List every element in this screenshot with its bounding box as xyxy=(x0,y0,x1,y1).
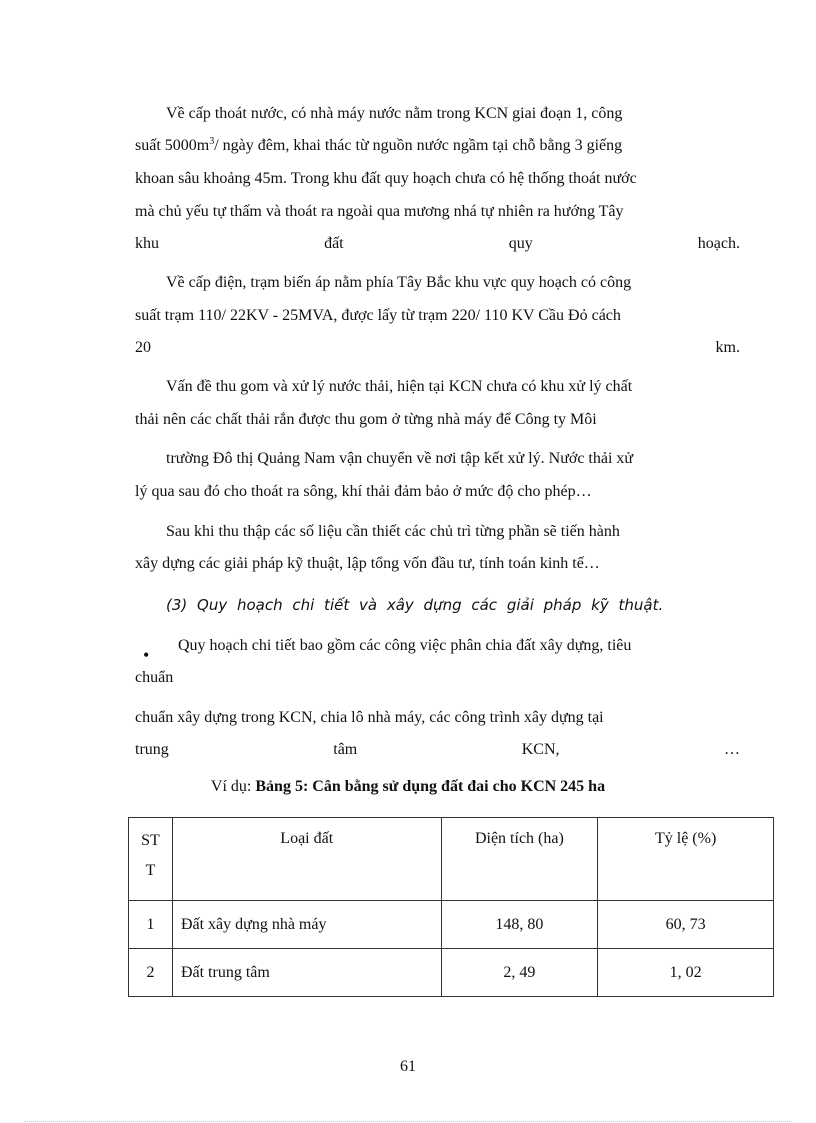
cell-land-type: Đất xây dựng nhà máy xyxy=(172,901,441,949)
word: tâm xyxy=(333,741,358,758)
cell-area: 148, 80 xyxy=(441,901,598,949)
header-area: Diện tích (ha) xyxy=(441,818,598,901)
caption-title: Bảng 5: Cân bằng sử dụng đất đai cho KCN 245 ha xyxy=(255,778,606,795)
waste-paragraph-line-2: thải nên các chất thải rắn được thu gom ở từng nhà máy để Công ty Môi xyxy=(135,411,597,428)
page-number: 61 xyxy=(400,1058,416,1075)
after-paragraph-line-1: Sau khi thu thập các số liệu cần thiết các chủ trì từng phần sẽ tiến hành xyxy=(166,523,620,540)
water-paragraph-line-4: mà chủ yếu tự thấm và thoát ra ngoài qua mương nhá tự nhiên ra hướng Tây xyxy=(135,203,624,220)
power-paragraph-line-1: Về cấp điện, trạm biến áp nằm phía Tây Bắc khu vực quy hoạch có công xyxy=(166,274,632,291)
word: KCN, xyxy=(521,741,560,758)
detail-paragraph-line-2 xyxy=(135,738,740,762)
word: km. xyxy=(715,339,740,356)
text-fragment: / ngày đêm, khai thác từ nguồn nước ngầm tại chỗ bằng 3 giếng xyxy=(214,137,623,154)
text-fragment: suất 5000m xyxy=(135,137,210,154)
header-stt-line-2: T xyxy=(145,862,156,879)
word: 20 xyxy=(135,339,151,356)
cell-area: 2, 49 xyxy=(441,949,598,997)
word: khu xyxy=(135,235,159,252)
bullet-line-2: chuẩn xyxy=(135,669,174,686)
water-paragraph-line-2 xyxy=(135,134,740,158)
cell-ratio: 60, 73 xyxy=(598,901,774,949)
cell-ratio: 1, 02 xyxy=(598,949,774,997)
power-paragraph-line-3 xyxy=(135,336,740,360)
header-land-type: Loại đất xyxy=(172,818,441,901)
word: quy xyxy=(508,235,533,252)
waste-paragraph-line-4: lý qua sau đó cho thoát ra sông, khí thải đảm bảo ở mức độ cho phép… xyxy=(135,483,592,500)
power-paragraph-line-2: suất trạm 110/ 22KV - 25MVA, được lấy từ trạm 220/ 110 KV Cầu Đỏ cách xyxy=(135,307,621,324)
header-stt xyxy=(129,818,173,901)
table-row xyxy=(129,901,774,949)
superscript: 3 xyxy=(209,136,215,147)
word: … xyxy=(723,741,740,758)
caption-prefix: Ví dụ: xyxy=(210,778,256,795)
detail-paragraph-line-1: chuẩn xây dựng trong KCN, chia lô nhà máy, các công trình xây dựng tại xyxy=(135,709,604,726)
water-paragraph-line-5 xyxy=(135,232,740,256)
header-stt-line-1: ST xyxy=(141,832,160,849)
section-heading-3: (3) Quy hoạch chi tiết và xây dựng các giải pháp kỹ thuật. xyxy=(166,596,664,614)
water-paragraph-line-3: khoan sâu khoảng 45m. Trong khu đất quy hoạch chưa có hệ thống thoát nước xyxy=(135,170,637,187)
cell-stt: 1 xyxy=(129,901,173,949)
after-paragraph-line-2: xây dựng các giải pháp kỹ thuật, lập tổng vốn đầu tư, tính toán kinh tế… xyxy=(135,555,600,572)
table-header-row xyxy=(129,818,774,901)
page-bottom-divider xyxy=(24,1121,792,1122)
table-row xyxy=(129,949,774,997)
waste-paragraph-line-3: trường Đô thị Quảng Nam vận chuyển về nơi tập kết xử lý. Nước thải xử xyxy=(166,450,634,467)
water-paragraph-line-1: Về cấp thoát nước, có nhà máy nước nằm trong KCN giai đoạn 1, công xyxy=(166,105,623,122)
waste-paragraph-line-1: Vấn đề thu gom và xử lý nước thải, hiện tại KCN chưa có khu xử lý chất xyxy=(166,378,633,395)
table-caption xyxy=(0,778,816,796)
header-ratio: Tỷ lệ (%) xyxy=(598,818,774,901)
bullet-icon: • xyxy=(143,645,150,665)
word: hoạch. xyxy=(697,235,740,252)
bullet-line-1: Quy hoạch chi tiết bao gồm các công việc phân chia đất xây dựng, tiêu xyxy=(178,637,632,654)
land-use-table xyxy=(128,817,774,997)
cell-land-type: Đất trung tâm xyxy=(172,949,441,997)
cell-stt: 2 xyxy=(129,949,173,997)
word: trung xyxy=(135,741,169,758)
word: đất xyxy=(324,235,344,252)
